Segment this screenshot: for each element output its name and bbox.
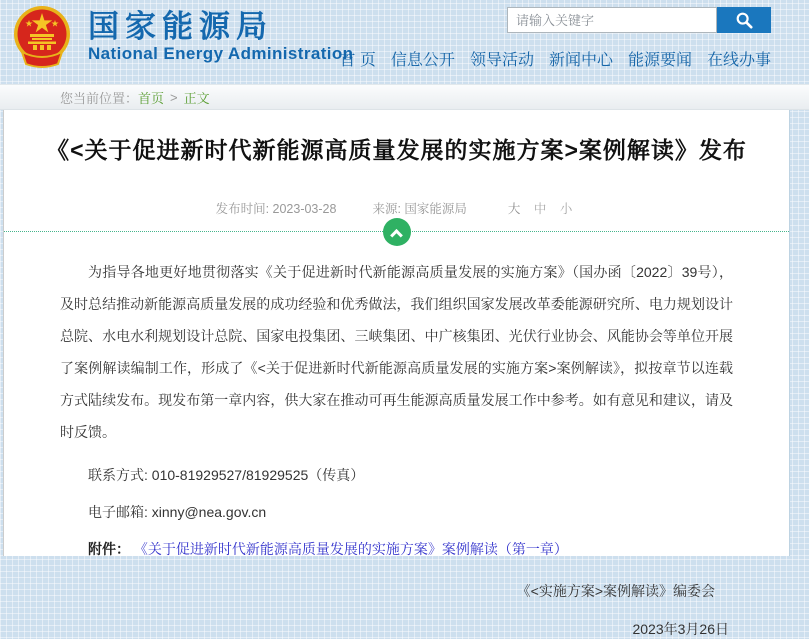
- site-title-en: National Energy Administration: [88, 44, 354, 63]
- nav-item-home[interactable]: 首 页: [339, 52, 376, 69]
- breadcrumb-prefix: 您当前位置：: [60, 90, 139, 106]
- contact-line: 联系方式: 010-81929527/81929525（传真）: [88, 467, 365, 483]
- publish-date: 发布时间: 2023-03-28: [215, 202, 337, 216]
- nav-item-news[interactable]: 新闻中心: [548, 52, 613, 69]
- signature: 《<实施方案>案例解读》编委会: [516, 583, 715, 599]
- email-line: 电子邮箱: xinny@nea.gov.cn: [88, 504, 267, 520]
- article-title: 《<关于促进新时代新能源高质量发展的实施方案>案例解读》发布: [46, 137, 747, 163]
- breadcrumb-separator: >: [170, 89, 178, 105]
- chevron-up-icon: [390, 228, 403, 241]
- font-size-small-button[interactable]: 小: [559, 202, 573, 216]
- collapse-button[interactable]: [383, 218, 411, 246]
- site-logo[interactable]: [12, 4, 353, 70]
- article-meta: [4, 199, 789, 217]
- nav-item-energy-news[interactable]: 能源要闻: [627, 52, 692, 69]
- article-date: 2023年3月26日: [632, 621, 729, 637]
- breadcrumb: [0, 84, 809, 110]
- attachment-line: [60, 539, 733, 559]
- article-body: [4, 232, 789, 639]
- font-size-large-button[interactable]: 大: [507, 202, 521, 216]
- article-paragraph: 为指导各地更好地贯彻落实《关于促进新时代新能源高质量发展的实施方案》（国办函〔2022〕39号），及时总结推动新能源高质量发展的成功经验和优秀做法，我们组织国家发展改革委能源研究所、电力规划设计总院、水电水利规划设计总院、国家电投集团、三峡集团、中广核集团、光伏行业协会、风能协会等单位开展了案例解读编制工作，形成了《<关于促进新时代新能源高质量发展的实施方案>案例解读》，拟按章节以连载方式陆续发布。现发布第一章内容，供大家在推动可再生能源高质量发展工作中参考。如有意见和建议，请及时反馈。: [60, 264, 733, 440]
- article-container: [3, 110, 790, 637]
- nav-item-online[interactable]: 在线办事: [706, 52, 771, 69]
- breadcrumb-home-link[interactable]: 首页: [138, 90, 165, 106]
- attachment-link[interactable]: 《关于促进新时代新能源高质量发展的实施方案》案例解读（第一章）: [133, 541, 568, 557]
- nav-item-info[interactable]: 信息公开: [390, 52, 455, 69]
- search-bar: [507, 7, 771, 33]
- article-source: 来源: 国家能源局: [372, 202, 467, 216]
- attachment-label: 附件：: [88, 541, 130, 557]
- font-size-control: [503, 199, 578, 217]
- font-size-medium-button[interactable]: 中: [533, 202, 547, 216]
- search-input[interactable]: [507, 7, 717, 33]
- main-nav: [339, 47, 771, 70]
- site-title-cn: 国家能源局: [88, 9, 273, 44]
- nav-item-leaders[interactable]: 领导活动: [469, 52, 534, 69]
- search-button[interactable]: [717, 7, 771, 33]
- search-icon: [735, 11, 753, 29]
- breadcrumb-current: 正文: [183, 90, 210, 106]
- site-header: [0, 0, 809, 84]
- meta-divider: [4, 231, 789, 232]
- national-emblem-icon: [12, 4, 72, 70]
